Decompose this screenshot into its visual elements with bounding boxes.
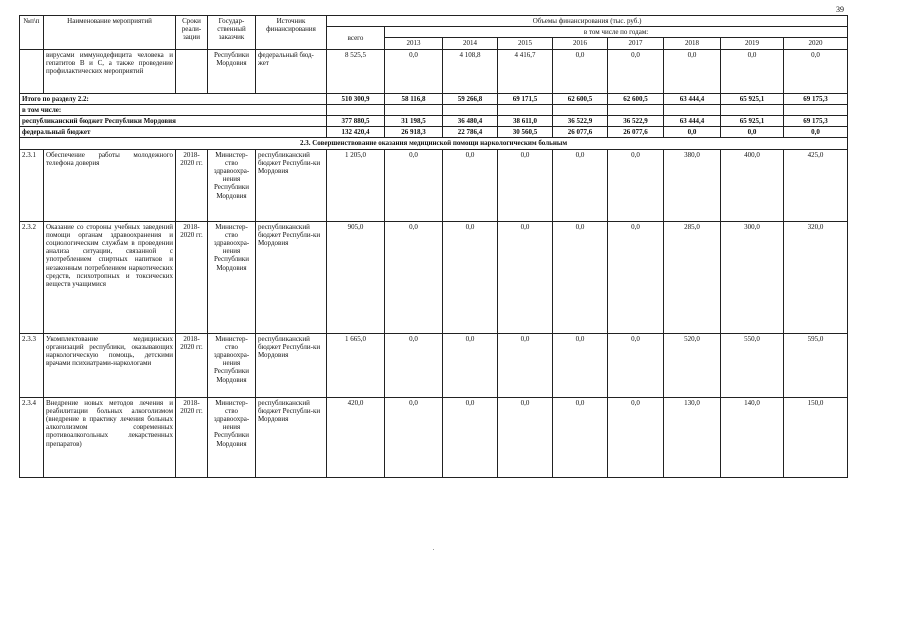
summary-value: 59 266,8 bbox=[443, 93, 498, 104]
header-year: 2015 bbox=[498, 38, 553, 49]
summary-value bbox=[443, 104, 498, 115]
header-year: 2020 bbox=[784, 38, 848, 49]
summary-value: 69 171,5 bbox=[498, 93, 553, 104]
summary-value: 31 198,5 bbox=[385, 116, 443, 127]
row-total: 420,0 bbox=[327, 397, 385, 477]
table-row bbox=[20, 333, 848, 397]
summary-value bbox=[664, 104, 721, 115]
row-value: 4 108,8 bbox=[443, 49, 498, 93]
header-year: 2013 bbox=[385, 38, 443, 49]
row-value: 0,0 bbox=[385, 149, 443, 221]
section-title: 2.3. Совершенствование оказания медицинской помощи наркологическим больным bbox=[20, 138, 848, 149]
row-customer: Министер-ство здравоохра-нения Республики Мордовия bbox=[208, 149, 256, 221]
summary-label: Итого по разделу 2.2: bbox=[20, 93, 327, 104]
summary-value: 62 600,5 bbox=[553, 93, 608, 104]
summary-total bbox=[327, 104, 385, 115]
summary-row bbox=[20, 116, 848, 127]
row-source: федеральный бюд-жет bbox=[256, 49, 327, 93]
row-num: 2.3.2 bbox=[20, 221, 44, 333]
summary-value: 38 611,0 bbox=[498, 116, 553, 127]
summary-value: 36 522,9 bbox=[553, 116, 608, 127]
header-year: 2017 bbox=[608, 38, 664, 49]
header-num: №п\п bbox=[20, 16, 44, 50]
header-name: Наименование мероприятий bbox=[44, 16, 176, 50]
row-term: 2018-2020 гг. bbox=[176, 221, 208, 333]
summary-value bbox=[608, 104, 664, 115]
row-customer: Республики Мордовия bbox=[208, 49, 256, 93]
row-term: 2018-2020 гг. bbox=[176, 149, 208, 221]
summary-value bbox=[553, 104, 608, 115]
row-value: 0,0 bbox=[498, 333, 553, 397]
summary-total: 377 880,5 bbox=[327, 116, 385, 127]
row-value: 0,0 bbox=[553, 397, 608, 477]
summary-row bbox=[20, 93, 848, 104]
page-number: 39 bbox=[836, 5, 844, 14]
row-value: 0,0 bbox=[608, 333, 664, 397]
summary-label: в том числе: bbox=[20, 104, 327, 115]
row-value: 550,0 bbox=[721, 333, 784, 397]
header-source: Источник финансирования bbox=[256, 16, 327, 50]
header-year: 2019 bbox=[721, 38, 784, 49]
summary-value: 69 175,3 bbox=[784, 116, 848, 127]
header-year: 2016 bbox=[553, 38, 608, 49]
summary-value: 63 444,4 bbox=[664, 93, 721, 104]
summary-value: 65 925,1 bbox=[721, 116, 784, 127]
summary-value: 69 175,3 bbox=[784, 93, 848, 104]
row-value: 0,0 bbox=[553, 221, 608, 333]
header-year: 2018 bbox=[664, 38, 721, 49]
row-name: Внедрение новых методов лечения и реабилитации больных алкоголизмом (внедрение в практику лечения больных алкоголизмом современных противоалкогольных лекарственных препаратов) bbox=[44, 397, 176, 477]
row-term: 2018-2020 гг. bbox=[176, 397, 208, 477]
row-value: 0,0 bbox=[608, 397, 664, 477]
row-value: 0,0 bbox=[721, 49, 784, 93]
row-num: 2.3.4 bbox=[20, 397, 44, 477]
row-total: 905,0 bbox=[327, 221, 385, 333]
row-value: 0,0 bbox=[385, 397, 443, 477]
summary-value: 30 560,5 bbox=[498, 127, 553, 138]
header-row-1 bbox=[20, 16, 848, 27]
summary-value: 63 444,4 bbox=[664, 116, 721, 127]
summary-value: 22 786,4 bbox=[443, 127, 498, 138]
row-total: 1 205,0 bbox=[327, 149, 385, 221]
row-value: 0,0 bbox=[608, 149, 664, 221]
summary-value: 26 918,3 bbox=[385, 127, 443, 138]
row-value: 0,0 bbox=[553, 49, 608, 93]
summary-row bbox=[20, 127, 848, 138]
summary-value: 0,0 bbox=[721, 127, 784, 138]
table-row bbox=[20, 221, 848, 333]
row-value: 0,0 bbox=[385, 49, 443, 93]
row-value: 380,0 bbox=[664, 149, 721, 221]
summary-value bbox=[498, 104, 553, 115]
summary-row bbox=[20, 104, 848, 115]
summary-label: федеральный бюджет bbox=[20, 127, 327, 138]
row-value: 300,0 bbox=[721, 221, 784, 333]
header-volumes: Объемы финансирования (тыс. руб.) bbox=[327, 16, 848, 27]
section-title-row bbox=[20, 138, 848, 149]
row-value: 130,0 bbox=[664, 397, 721, 477]
row-value: 0,0 bbox=[498, 149, 553, 221]
row-total: 8 525,5 bbox=[327, 49, 385, 93]
summary-value: 0,0 bbox=[784, 127, 848, 138]
summary-value: 26 077,6 bbox=[553, 127, 608, 138]
row-num: 2.3.1 bbox=[20, 149, 44, 221]
row-source: республиканский бюджет Республи-ки Мордовия bbox=[256, 397, 327, 477]
table-row bbox=[20, 49, 848, 93]
row-value: 140,0 bbox=[721, 397, 784, 477]
row-value: 0,0 bbox=[498, 221, 553, 333]
row-value: 0,0 bbox=[498, 397, 553, 477]
row-value: 0,0 bbox=[443, 397, 498, 477]
summary-value: 65 925,1 bbox=[721, 93, 784, 104]
summary-value: 0,0 bbox=[664, 127, 721, 138]
row-term: 2018-2020 гг. bbox=[176, 333, 208, 397]
summary-value: 62 600,5 bbox=[608, 93, 664, 104]
row-value: 0,0 bbox=[443, 221, 498, 333]
row-value: 0,0 bbox=[443, 333, 498, 397]
row-num bbox=[20, 49, 44, 93]
row-customer: Министер-ство здравоохра-нения Республики Мордовия bbox=[208, 397, 256, 477]
header-customer: Государ-ственный заказчик bbox=[208, 16, 256, 50]
row-num: 2.3.3 bbox=[20, 333, 44, 397]
row-customer: Министер-ство здравоохра-нения Республики Мордовия bbox=[208, 221, 256, 333]
row-source: республиканский бюджет Республи-ки Мордовия bbox=[256, 149, 327, 221]
header-by-year: в том числе по годам: bbox=[385, 27, 848, 38]
row-value: 285,0 bbox=[664, 221, 721, 333]
row-value: 0,0 bbox=[608, 221, 664, 333]
row-source: республиканский бюджет Республи-ки Мордовия bbox=[256, 221, 327, 333]
row-value: 0,0 bbox=[385, 221, 443, 333]
summary-value: 58 116,8 bbox=[385, 93, 443, 104]
row-value: 400,0 bbox=[721, 149, 784, 221]
summary-value: 36 522,9 bbox=[608, 116, 664, 127]
row-value: 0,0 bbox=[443, 149, 498, 221]
summary-value: 26 077,6 bbox=[608, 127, 664, 138]
row-name: Оказание со стороны учебных заведений помощи органам здравоохранения и социологическим службам в проведении анализа ситуации, связанной с употреблением спиртных напитков и незаконным потреблением наркотических средств, психотропных и токсических веществ учащимися bbox=[44, 221, 176, 333]
summary-value bbox=[385, 104, 443, 115]
header-term: Сроки реали-зации bbox=[176, 16, 208, 50]
summary-label: республиканский бюджет Республики Мордовия bbox=[20, 116, 327, 127]
row-value: 150,0 bbox=[784, 397, 848, 477]
row-name: вирусами иммунодефицита человека и гепатитов В и С, а также проведение профилактических мероприятий bbox=[44, 49, 176, 93]
row-name: Обеспечение работы молодежного телефона доверия bbox=[44, 149, 176, 221]
summary-total: 510 300,9 bbox=[327, 93, 385, 104]
header-total: всего bbox=[327, 27, 385, 49]
row-customer: Министер-ство здравоохра-нения Республики Мордовия bbox=[208, 333, 256, 397]
row-value: 320,0 bbox=[784, 221, 848, 333]
summary-value: 36 480,4 bbox=[443, 116, 498, 127]
summary-total: 132 420,4 bbox=[327, 127, 385, 138]
row-value: 0,0 bbox=[608, 49, 664, 93]
row-value: 0,0 bbox=[553, 149, 608, 221]
row-value: 425,0 bbox=[784, 149, 848, 221]
scan-speck bbox=[433, 549, 434, 550]
row-value: 0,0 bbox=[385, 333, 443, 397]
row-value: 0,0 bbox=[664, 49, 721, 93]
row-value: 0,0 bbox=[784, 49, 848, 93]
row-value: 520,0 bbox=[664, 333, 721, 397]
summary-value bbox=[784, 104, 848, 115]
financing-table bbox=[19, 15, 848, 478]
header-year: 2014 bbox=[443, 38, 498, 49]
row-source: республиканский бюджет Республи-ки Мордовия bbox=[256, 333, 327, 397]
summary-value bbox=[721, 104, 784, 115]
row-value: 0,0 bbox=[553, 333, 608, 397]
table-row bbox=[20, 149, 848, 221]
row-value: 595,0 bbox=[784, 333, 848, 397]
row-name: Укомплектование медицинских организаций республики, оказывающих наркологическую помощь, детскими врачами психиатрами-наркологами bbox=[44, 333, 176, 397]
table-row bbox=[20, 397, 848, 477]
row-total: 1 665,0 bbox=[327, 333, 385, 397]
row-value: 4 416,7 bbox=[498, 49, 553, 93]
row-term bbox=[176, 49, 208, 93]
